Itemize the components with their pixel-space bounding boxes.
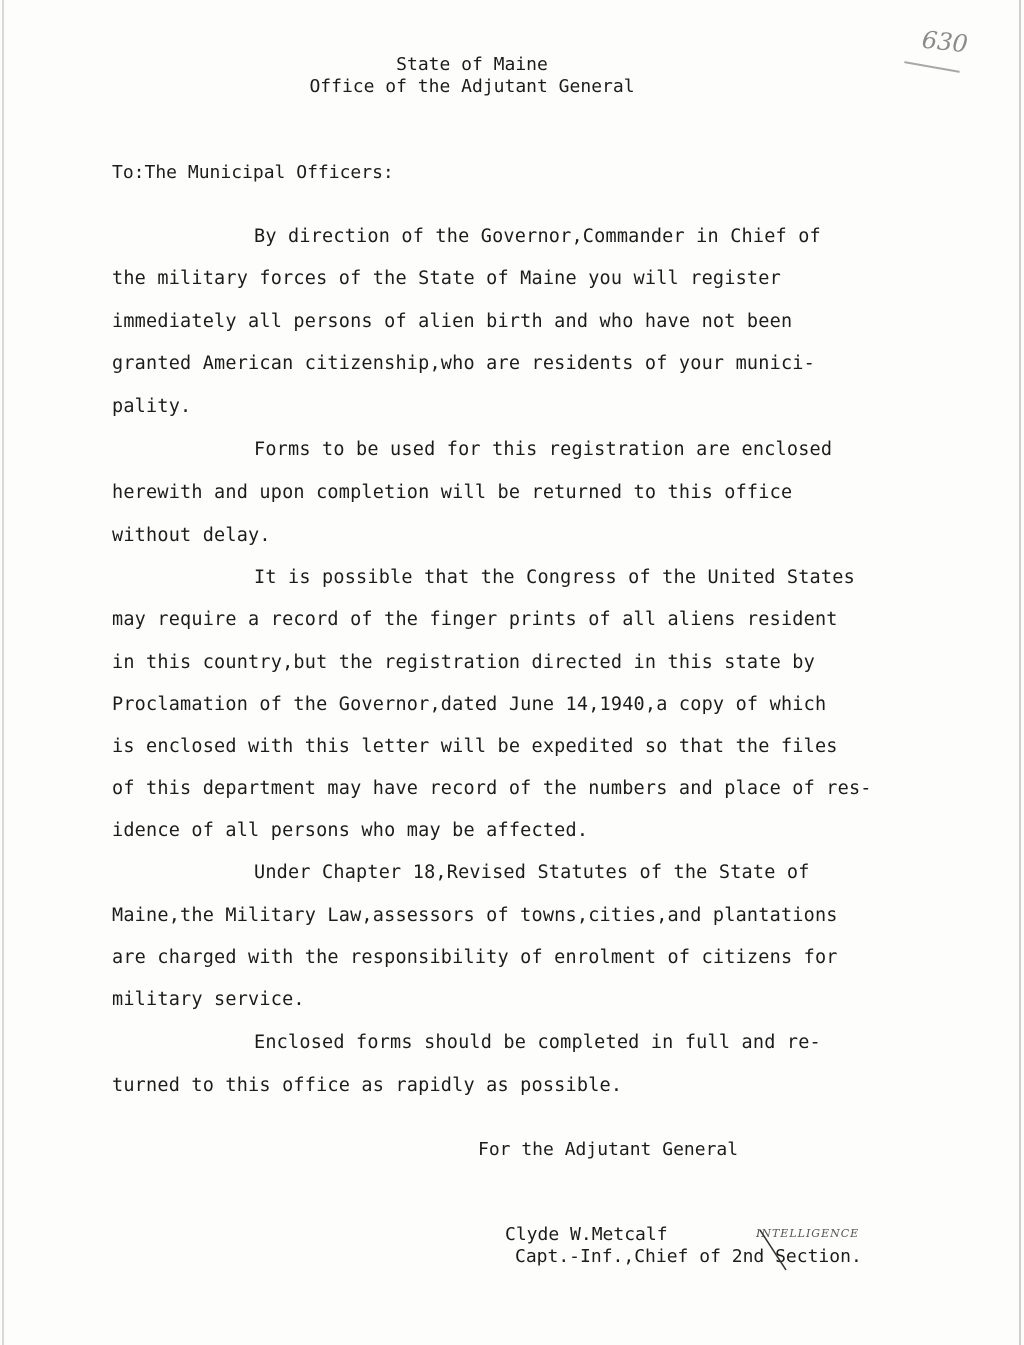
page-edge-left — [2, 0, 4, 1345]
body-line-20: Enclosed forms should be completed in full and re- — [254, 1032, 821, 1053]
body-line-5: pality. — [112, 396, 192, 417]
page-edge-right — [1019, 0, 1021, 1345]
header-office: Office of the Adjutant General — [309, 76, 635, 97]
signer-name: Clyde W.Metcalf — [505, 1224, 668, 1245]
salutation: To:The Municipal Officers: — [112, 162, 394, 183]
body-line-19: military service. — [112, 989, 305, 1010]
body-line-14: of this department may have record of the numbers and place of res- — [112, 778, 872, 799]
body-line-6: Forms to be used for this registration are enclosed — [254, 439, 833, 460]
body-line-10: may require a record of the finger prints of all aliens resident — [112, 609, 838, 630]
body-line-11: in this country,but the registration directed in this state by — [112, 652, 815, 673]
strike-mark-icon — [758, 1228, 788, 1272]
body-line-12: Proclamation of the Governor,dated June 14,1940,a copy of which — [112, 694, 827, 715]
signer-title: Capt.-Inf.,Chief of 2nd Section. — [515, 1246, 862, 1267]
body-line-16: Under Chapter 18,Revised Statutes of the State of — [254, 862, 810, 883]
closing: For the Adjutant General — [478, 1139, 739, 1160]
pencil-page-number: 630 — [920, 25, 970, 59]
body-line-2: the military forces of the State of Maine you will register — [112, 268, 781, 289]
body-line-8: without delay. — [112, 525, 271, 546]
body-line-9: It is possible that the Congress of the United States — [254, 567, 855, 588]
body-line-1: By direction of the Governor,Commander in Chief of — [254, 226, 821, 247]
body-line-3: immediately all persons of alien birth and who have not been — [112, 311, 793, 332]
body-line-15: idence of all persons who may be affected. — [112, 820, 589, 841]
body-line-21: turned to this office as rapidly as possible. — [112, 1075, 623, 1096]
body-line-13: is enclosed with this letter will be expedited so that the files — [112, 736, 838, 757]
body-line-17: Maine,the Military Law,assessors of towns,cities,and plantations — [112, 905, 838, 926]
body-line-4: granted American citizenship,who are residents of your munici- — [112, 353, 815, 374]
body-line-18: are charged with the responsibility of enrolment of citizens for — [112, 947, 838, 968]
handwritten-annotation: INTELLIGENCE — [756, 1227, 860, 1240]
body-line-7: herewith and upon completion will be returned to this office — [112, 482, 793, 503]
header-state: State of Maine — [396, 54, 548, 75]
